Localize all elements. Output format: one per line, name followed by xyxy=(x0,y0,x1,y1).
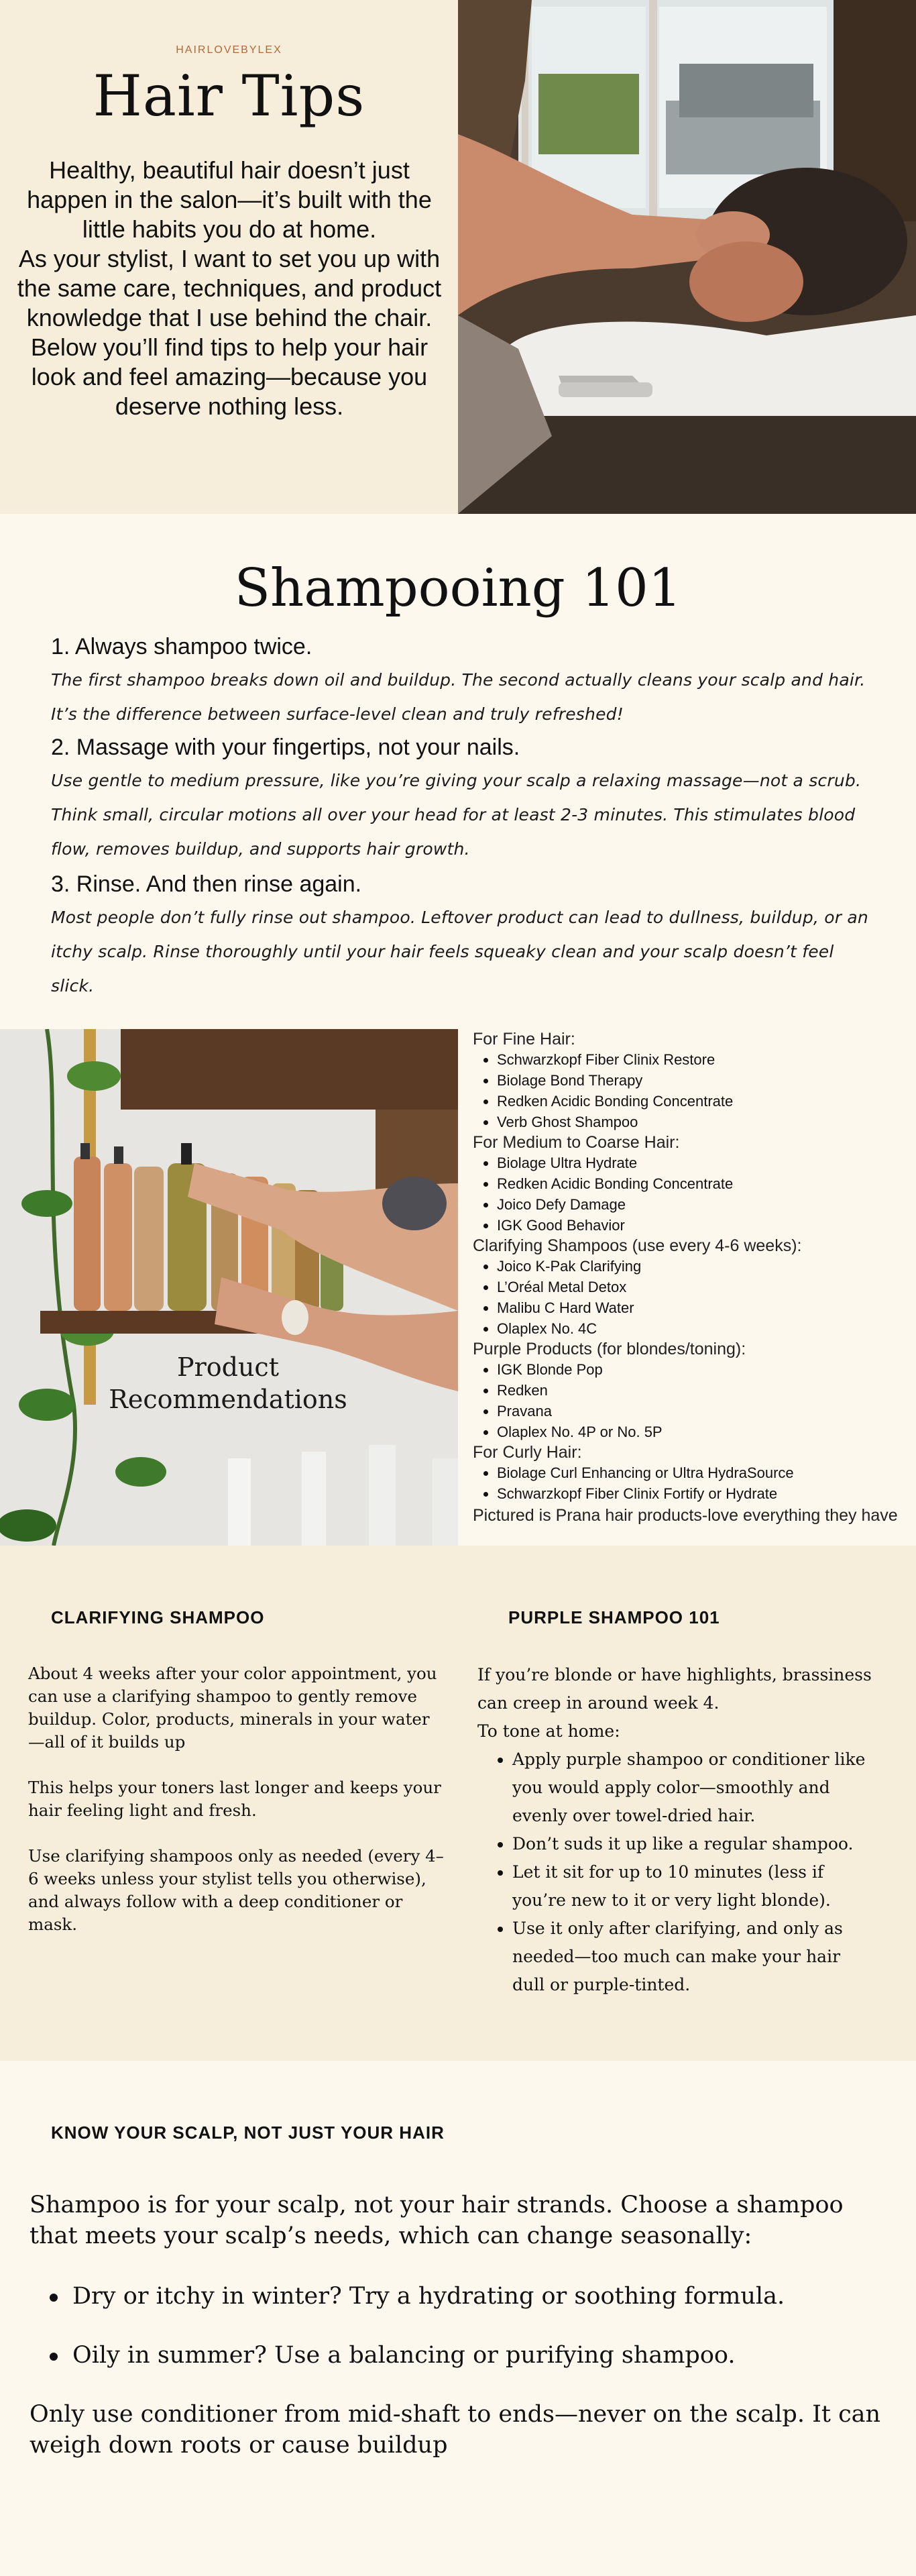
product-group-fine xyxy=(473,1029,909,1132)
tip-3 xyxy=(51,871,876,1003)
hair-wash-photo xyxy=(458,0,916,514)
scalp-bullet-text: Dry or itchy in winter? Try a hydrating or soothing formula. xyxy=(72,2283,785,2310)
list-item: • Redken Acidic Bonding Concentrate xyxy=(497,1091,909,1112)
purple-body xyxy=(477,1661,873,1999)
pictured-note: Pictured is Prana hair products-love everything they have xyxy=(473,1506,898,1525)
product-list xyxy=(473,1029,909,1527)
group-heading: Clarifying Shampoos (use every 4-6 weeks): xyxy=(473,1236,802,1255)
list-item: • L’Oréal Metal Detox xyxy=(497,1277,909,1297)
hero-intro xyxy=(15,156,444,421)
list-item: • Olaplex No. 4C xyxy=(497,1318,909,1339)
group-heading: Purple Products (for blondes/toning): xyxy=(473,1340,746,1358)
list-item: • Don’t suds it up like a regular shampoo. xyxy=(512,1830,873,1858)
group-heading: For Medium to Coarse Hair: xyxy=(473,1133,680,1152)
product-caption: Product Recommendations xyxy=(109,1352,347,1414)
list-item: • Redken xyxy=(497,1380,909,1401)
list-item: • Biolage Ultra Hydrate xyxy=(497,1152,909,1173)
list-item xyxy=(50,2340,854,2371)
product-group-curly xyxy=(473,1442,909,1504)
scalp-intro: Shampoo is for your scalp, not your hair strands. Choose a shampoo that meets your scalp’s needs, which can change seasonally: xyxy=(30,2192,844,2249)
hero-paragraph: Healthy, beautiful hair doesn’t just happen in the salon—it’s built with the little habits you do at home. xyxy=(27,156,432,243)
purple-intro: If you’re blonde or have highlights, brassiness can creep in around week 4. xyxy=(477,1665,872,1713)
clarifying-heading: CLARIFYING SHAMPOO xyxy=(51,1607,265,1627)
product-group-medium-coarse xyxy=(473,1132,909,1236)
list-item: • Let it sit for up to 10 minutes (less if you’re new to it or very light blonde). xyxy=(512,1858,873,1915)
tip-heading: 2. Massage with your fingertips, not your nails. xyxy=(51,735,520,760)
list-item: • Use it only after clarifying, and only as needed—too much can make your hair dull or purple-tinted. xyxy=(512,1915,873,1999)
clarifying-paragraph: About 4 weeks after your color appointment, you can use a clarifying shampoo to gently remove buildup. Color, products, minerals in your water—all of it builds up xyxy=(28,1664,437,1752)
clarifying-paragraph: Use clarifying shampoos only as needed (every 4–6 weeks unless your stylist tells you otherwise), and always follow with a deep conditioner or mask. xyxy=(28,1846,444,1934)
list-item: • IGK Blonde Pop xyxy=(497,1359,909,1380)
list-item: • Schwarzkopf Fiber Clinix Fortify or Hydrate xyxy=(497,1483,909,1504)
list-item: • Joico K-Pak Clarifying xyxy=(497,1256,909,1277)
brand-name: HAIRLOVEBYLEX xyxy=(176,44,282,56)
tip-text: The first shampoo breaks down oil and buildup. The second actually cleans your scalp and hair. It’s the difference between surface-level clean and truly refreshed! xyxy=(51,670,866,724)
tip-text: Use gentle to medium pressure, like you’re giving your scalp a relaxing massage—not a scrub. Think small, circular motions all over your head for at least 2-3 minutes. This stimulates blood flow, removes buildup, and supports hair growth. xyxy=(51,771,862,859)
list-item: • Malibu C Hard Water xyxy=(497,1297,909,1318)
purple-lead: To tone at home: xyxy=(477,1721,620,1741)
page-title: Hair Tips xyxy=(93,63,365,129)
hero-paragraph: Below you’ll find tips to help your hair look and feel amazing—because you deserve nothing less. xyxy=(30,333,428,420)
list-item: • Schwarzkopf Fiber Clinix Restore xyxy=(497,1049,909,1070)
bullet-dot xyxy=(50,2353,58,2361)
hero-section xyxy=(0,0,916,514)
list-item: • Redken Acidic Bonding Concentrate xyxy=(497,1173,909,1194)
group-heading: For Fine Hair: xyxy=(473,1030,575,1049)
tip-2 xyxy=(51,734,876,866)
list-item: • Pravana xyxy=(497,1401,909,1421)
scalp-heading: KNOW YOUR SCALP, NOT JUST YOUR HAIR xyxy=(51,2123,445,2143)
scalp-bullet-text: Oily in summer? Use a balancing or purifying shampoo. xyxy=(72,2342,736,2369)
list-item: • Verb Ghost Shampoo xyxy=(497,1112,909,1132)
tip-heading: 3. Rinse. And then rinse again. xyxy=(51,871,362,897)
list-item: • Apply purple shampoo or conditioner like you would apply color—smoothly and evenly over towel-dried hair. xyxy=(512,1746,873,1830)
purple-heading: PURPLE SHAMPOO 101 xyxy=(508,1607,720,1627)
section-title: Shampooing 101 xyxy=(234,558,682,619)
list-item xyxy=(50,2281,854,2312)
group-heading: For Curly Hair: xyxy=(473,1443,582,1462)
scalp-outro: Only use conditioner from mid-shaft to ends—never on the scalp. It can weigh down roots or cause buildup xyxy=(30,2401,881,2459)
product-group-clarifying xyxy=(473,1236,909,1339)
list-item: • Biolage Curl Enhancing or Ultra HydraSource xyxy=(497,1462,909,1483)
hero-paragraph: As your stylist, I want to set you up with the same care, techniques, and product knowledge that I use behind the chair. xyxy=(17,245,442,331)
clarifying-body xyxy=(28,1662,444,1959)
list-item: • Joico Defy Damage xyxy=(497,1194,909,1215)
tip-text: Most people don’t fully rinse out shampoo. Leftover product can lead to dullness, buildup, or an itchy scalp. Rinse thoroughly until your hair feels squeaky clean and your scalp doesn’t feel slick. xyxy=(51,908,868,996)
tip-1 xyxy=(51,633,876,731)
list-item: • IGK Good Behavior xyxy=(497,1215,909,1236)
clarifying-paragraph: This helps your toners last longer and keeps your hair feeling light and fresh. xyxy=(28,1778,441,1820)
list-item: • Biolage Bond Therapy xyxy=(497,1070,909,1091)
product-group-purple xyxy=(473,1339,909,1442)
product-shelf-photo xyxy=(0,1029,458,1546)
list-item: • Olaplex No. 4P or No. 5P xyxy=(497,1421,909,1442)
tip-heading: 1. Always shampoo twice. xyxy=(51,634,312,659)
bullet-dot xyxy=(50,2294,58,2302)
